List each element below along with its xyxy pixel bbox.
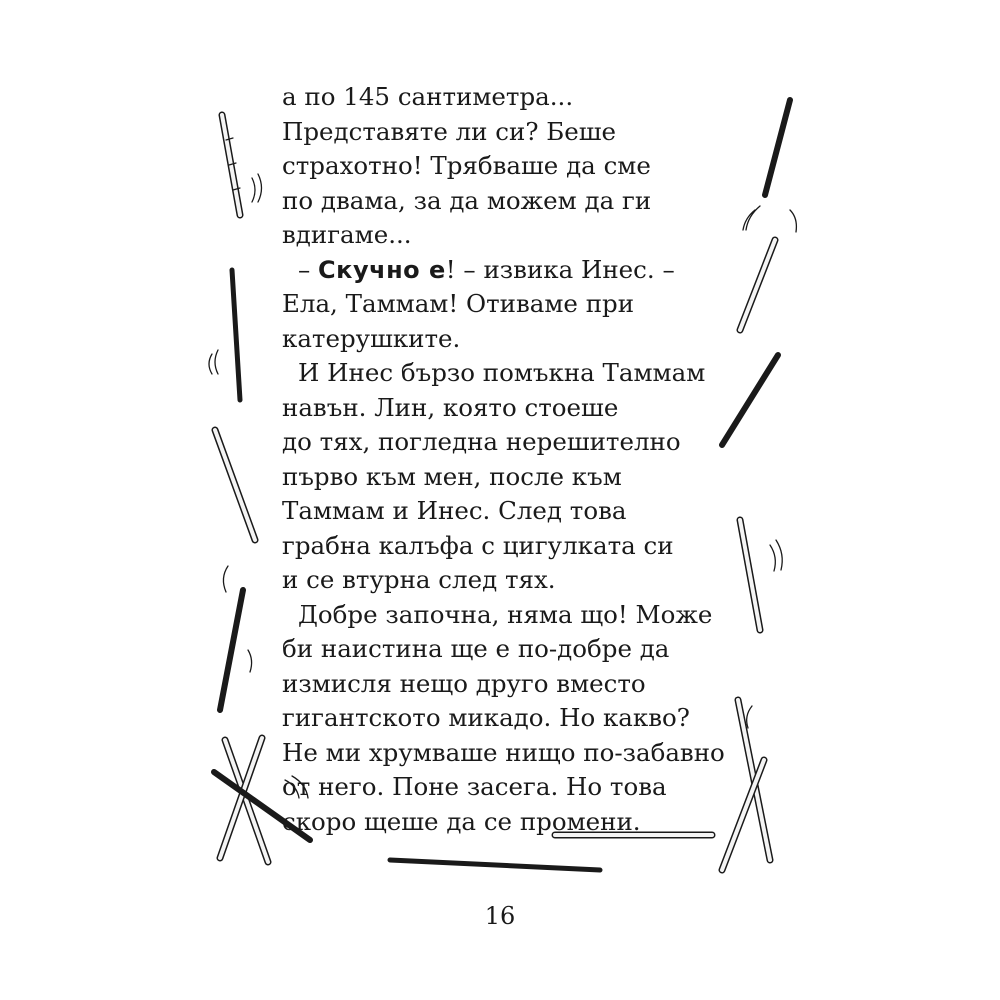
text-line: измисля нещо друго вместо xyxy=(282,668,646,698)
shout-text: Скучно е xyxy=(318,255,446,284)
text-line: и се втурна след тях. xyxy=(282,565,556,594)
text-line: по двама, за да можем да ги xyxy=(282,185,652,215)
dialogue-line xyxy=(282,253,742,288)
text-line: грабна калъфа с цигулката си xyxy=(282,530,674,560)
text-line: би наистина ще е по-добре да xyxy=(282,634,670,663)
text-line: а по 145 сантиметра... xyxy=(282,82,574,111)
mikado-stick-right-4 xyxy=(740,520,782,630)
text-line: първо към мен, после към xyxy=(282,461,622,491)
text-line: Таммам и Инес. След това xyxy=(282,496,627,525)
text-line: Представяте ли си? Беше xyxy=(282,116,617,146)
text-line: навън. Лин, която стоеше xyxy=(282,392,619,422)
text-line: И Инес бързо помъкна Таммам xyxy=(298,358,706,387)
mikado-stick-bottom-1 xyxy=(390,860,600,870)
paragraph-1 xyxy=(282,80,742,253)
dialogue-dash: – xyxy=(298,254,319,284)
text-line: Не ми хрумваше нищо по-забавно xyxy=(282,737,725,767)
mikado-stick-right-2 xyxy=(740,240,775,330)
mikado-stick-left-4 xyxy=(220,590,252,710)
text-line: гигантското микадо. Но какво? xyxy=(282,703,690,732)
story-text xyxy=(282,80,742,839)
text-line: скоро щеше да се промени. xyxy=(282,806,641,836)
text-line: Добре започна, няма що! Може xyxy=(298,599,713,629)
text-line: от него. Поне засега. Но това xyxy=(282,772,667,801)
text-line: страхотно! Трябваше да сме xyxy=(282,151,651,180)
page-number: 16 xyxy=(484,902,516,930)
mikado-stick-right-1 xyxy=(743,100,796,232)
text-line: до тях, погледна нерешително xyxy=(282,427,681,456)
mikado-stick-left-3 xyxy=(215,430,255,592)
paragraph-dialogue xyxy=(282,253,742,357)
text-line: катерушките. xyxy=(282,323,461,353)
text-line: вдигаме... xyxy=(282,220,412,249)
mikado-stick-left-1 xyxy=(222,115,262,215)
paragraph-4 xyxy=(282,598,742,840)
mikado-stick-left-2 xyxy=(209,270,240,400)
text-line: Ела, Таммам! Отиваме при xyxy=(282,289,635,318)
dialogue-tail: ! – извика Инес. – xyxy=(445,254,675,284)
paragraph-3 xyxy=(282,356,742,598)
